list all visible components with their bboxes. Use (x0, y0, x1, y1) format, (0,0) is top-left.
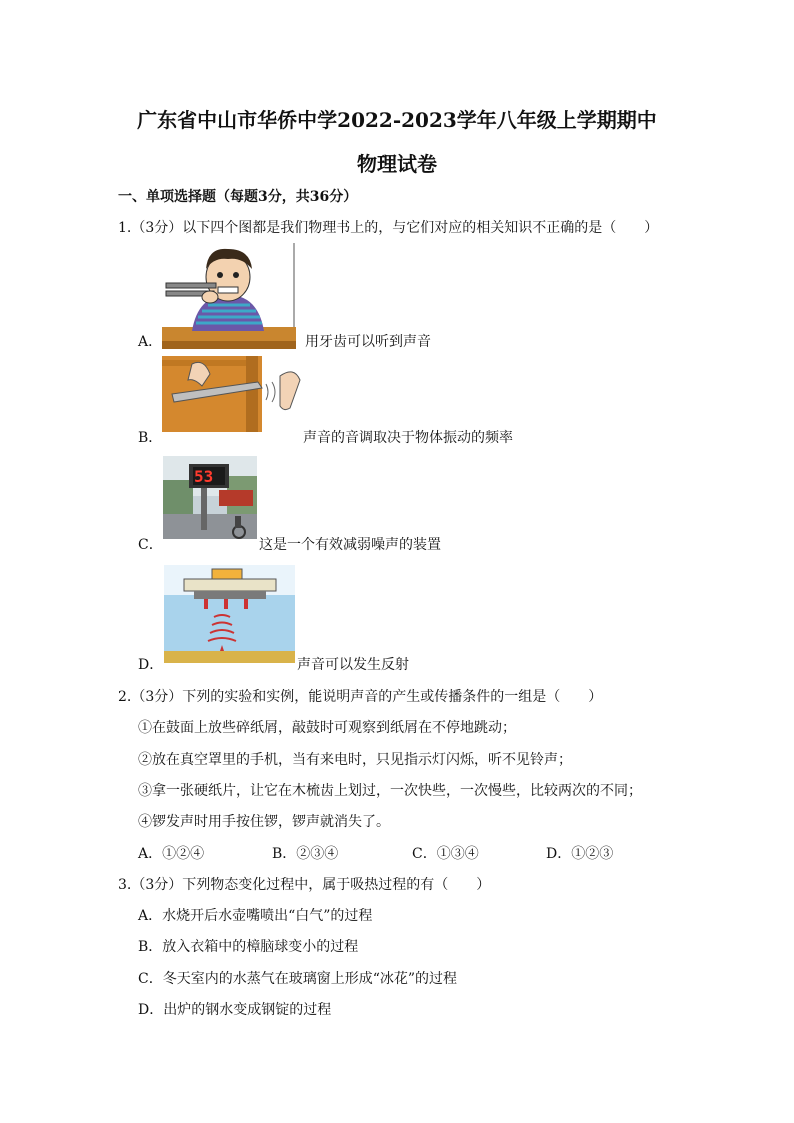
q3-option-b: B．放入衣箱中的樟脑球变小的过程 (138, 939, 359, 955)
q2-option-b: B．②③④ (272, 846, 339, 862)
q1-image-a (162, 243, 296, 349)
q2-stem: 2.（3分）下列的实验和实例，能说明声音的产生或传播条件的一组是（ ） (118, 689, 603, 705)
q2-item-4: ④锣发声时用手按住锣，锣声就消失了。 (138, 814, 390, 830)
q1-option-d-text: 声音可以发生反射 (297, 657, 409, 673)
q1-option-a-label: A． (138, 334, 163, 350)
q3-option-a: A．水烧开后水壶嘴喷出“白气”的过程 (138, 908, 373, 924)
q1-option-c-text: 这是一个有效减弱噪声的装置 (259, 537, 441, 553)
q3-stem: 3.（3分）下列物态变化过程中，属于吸热过程的有（ ） (118, 877, 491, 893)
section-heading: 一、单项选择题（每题3分，共36分） (118, 189, 358, 205)
exam-subtitle: 物理试卷 (357, 152, 437, 176)
q1-stem: 1.（3分）以下四个图都是我们物理书上的，与它们对应的相关知识不正确的是（ ） (118, 220, 659, 236)
q2-option-d: D．①②③ (546, 846, 614, 862)
q2-item-3: ③拿一张硬纸片，让它在木梳齿上划过，一次快些，一次慢些，比较两次的不同； (138, 783, 642, 799)
noise-meter-reading: 53 (194, 467, 214, 486)
q2-option-a: A．①②④ (138, 846, 205, 862)
q2-item-2: ②放在真空罩里的手机，当有来电时，只见指示灯闪烁，听不见铃声； (138, 752, 572, 768)
q3-option-c: C．冬天室内的水蒸气在玻璃窗上形成“冰花”的过程 (138, 971, 458, 987)
q1-image-b (162, 356, 302, 432)
exam-title: 广东省中山市华侨中学2022-2023学年八年级上学期期中 (137, 108, 657, 132)
q1-image-c (163, 456, 257, 539)
q3-option-d: D．出炉的钢水变成钢锭的过程 (138, 1002, 332, 1018)
q1-option-b-label: B． (138, 430, 163, 446)
q1-option-d-label: D． (138, 657, 164, 673)
q1-image-d (164, 565, 295, 663)
q2-option-c: C．①③④ (412, 846, 479, 862)
q2-item-1: ①在鼓面上放些碎纸屑，敲鼓时可观察到纸屑在不停地跳动； (138, 720, 516, 736)
q1-option-c-label: C． (138, 537, 163, 553)
q1-option-a-text: 用牙齿可以听到声音 (305, 334, 431, 350)
q1-option-b-text: 声音的音调取决于物体振动的频率 (303, 430, 513, 446)
